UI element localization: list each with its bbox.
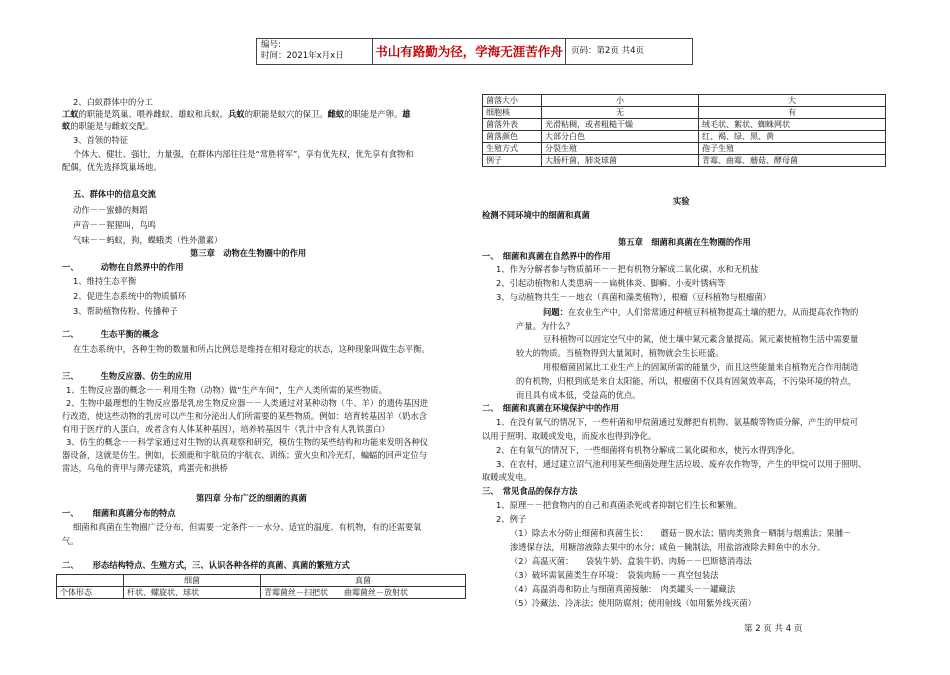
text-line: 动作－－蜜蜂的舞蹈	[73, 205, 148, 215]
comparison-table-left	[56, 574, 466, 599]
text-line: 器设备，这就是仿生。例如，长颈鹿和宇航员的宇航衣、训练；萤火虫和冷光灯，蝙蝠的回声定位与	[62, 450, 428, 460]
header-page-label: 页码：第2页 共4页	[571, 46, 645, 56]
text-line: 2、白蚁群体中的分工	[73, 97, 153, 107]
section-title: 细菌和真菌分布的特点	[92, 508, 176, 518]
section-title: 形态结构特点、生殖方式，三、认识各种各样的真菌、真菌的繁殖方式	[92, 560, 350, 570]
section-heading: 一、 细菌和真菌在自然界中的作用	[482, 251, 611, 261]
table-header-cell: 真菌	[261, 575, 466, 587]
table-cell: 青霉菌丝－扫把状 曲霉菌丝－放射状	[261, 587, 466, 599]
text-line: 2、促进生态系统中的物质循环	[73, 291, 187, 301]
section-number: 一、	[62, 508, 79, 518]
text-line	[62, 120, 153, 132]
page-header	[256, 38, 693, 65]
table-row	[57, 587, 466, 599]
text-line: 取暖或发电。	[482, 472, 532, 482]
table-row	[483, 131, 886, 143]
table-row	[483, 107, 886, 119]
bold-term: 蚁	[62, 121, 71, 131]
header-info	[257, 39, 373, 64]
text-line: 气味－－蚂蚁，狗，蝶蛾类（性外激素）	[73, 235, 223, 245]
text-line: （5）冷藏法、冷冻法；使用防腐剂；使用射线（如用紫外线灭菌）	[510, 598, 756, 608]
text-line: （3）破坏需氧菌类生存环境： 袋装肉肠－－真空包装法	[510, 570, 719, 580]
text-line: 1、作为分解者参与物质循环－－把有机物分解成二氧化碳、水和无机盐	[496, 264, 759, 274]
table-cell: 孢子生殖	[699, 143, 886, 155]
table-cell: 小	[542, 95, 699, 107]
section-number: 二、	[62, 560, 79, 570]
text-line: （2）高温灭菌： 袋装牛奶、盒装牛奶、肉肠－－巴斯德消毒法	[510, 556, 752, 566]
table-cell: 细胞核	[483, 107, 542, 119]
table-cell: 菌落大小	[483, 95, 542, 107]
time-label: 时间：2021年x月x日	[261, 51, 344, 61]
text-line: 雷达，乌龟的背甲与薄壳建筑，鸡蛋壳和拱桥	[62, 463, 228, 473]
text-line: 1、在没有氧气的情况下，一些杆菌和甲烷菌通过发酵把有机物、氨基酸等物质分解，产生的甲烷可	[496, 417, 859, 427]
table-cell: 青霉、曲霉、蘑菇、酵母菌	[699, 155, 886, 167]
text-line: （4）高温消毒和防止与细菌真菌接触： 肉类罐头－－罐藏法	[510, 584, 736, 594]
experiment-title: 检测不同环境中的细菌和真菌	[482, 210, 590, 220]
text-line: 细菌和真菌在生物圈广泛分布，但需要一定条件－－水分、适宜的温度、有机物，有的还需要氧	[73, 522, 422, 532]
text-line: 3、帮助植物传粉、传播种子	[73, 306, 178, 316]
text-line: （1）除去水分防止细菌和真菌生长： 蘑菇－脱水法；腊肉类熟食－晒制与烟熏法；果脯－	[510, 528, 852, 538]
table-cell: 有	[699, 107, 886, 119]
number-label: 编号:	[261, 40, 281, 50]
header-motto: 书山有路勤为径，学海无涯苦作舟	[373, 39, 566, 64]
bold-term: 雌蚁	[327, 109, 345, 119]
text-line: 声音－－猩猩叫，鸟鸣	[73, 220, 156, 230]
page-footer: 第 2 页 共 4 页	[744, 624, 803, 634]
section-number: 二、	[62, 329, 79, 339]
table-header-cell: 细菌	[124, 575, 261, 587]
text-line: 豆科植物可以固定空气中的氮，使土壤中氮元素含量提高。氮元素使植物生活中需要量	[543, 334, 859, 344]
text-line: 以用于照明、取暖或发电，而废水也得到净化。	[482, 431, 657, 441]
table-cell: 大肠杆菌，肺炎球菌	[542, 155, 699, 167]
section-heading	[62, 559, 350, 571]
text-line: 渗透保存法，用糖溶液除去果中的水分；咸鱼－腌制法，用盐溶液除去鲜鱼中的水分。	[510, 542, 826, 552]
text-line: 3、首领的特征	[73, 135, 129, 145]
section-number: 一、	[62, 262, 79, 272]
bold-term: 雄	[402, 109, 411, 119]
text-line	[62, 108, 411, 120]
section-heading: 二、 细菌和真菌在环境保护中的作用	[482, 403, 619, 413]
table-row	[483, 143, 886, 155]
table-cell: 无	[542, 107, 699, 119]
text-span: 的职能是与雌蚁交配。	[70, 121, 154, 131]
text-line: 行改造，使这些动物的乳房可以产生和分泌出人们所需要的某些物质。例如：培育转基因羊（奶水含	[62, 411, 428, 421]
table-row	[57, 575, 466, 587]
text-line: 1、生物反应器的概念－－利用生物（动物）做“生产车间”，生产人类所需的某些物质。	[66, 385, 387, 395]
table-cell: 大	[699, 95, 886, 107]
table-cell: 绒毛状、絮状、蜘蛛网状	[699, 119, 886, 131]
text-line: 气。	[62, 536, 79, 546]
bold-term: 工蚁	[62, 109, 79, 119]
text-line: 产量。为什么？	[516, 321, 575, 331]
table-cell: 分裂生殖	[542, 143, 699, 155]
table-cell	[57, 575, 124, 587]
text-line: 有用于医疗的人蛋白，或者含有人体某种基因），培养转基因牛（乳汁中含有人乳铁蛋白）	[62, 424, 390, 434]
text-line: 3、与动植物共生－－地衣（真菌和藻类植物），根瘤（豆科植物与根瘤菌）	[496, 292, 771, 302]
text-line: 个体大、健壮、强壮，力量强，在群体内部往往是“常胜将军”，享有优先权，优先享有食物和	[73, 149, 414, 159]
table-cell: 例子	[483, 155, 542, 167]
text-line: 2、引起动植物和人类患病－－扁桃体炎、脚癣、小麦叶锈病等	[496, 278, 726, 288]
section-title: 生物反应器、仿生的应用	[100, 371, 192, 381]
section-heading	[62, 370, 192, 382]
text-line: 2、在有氧气的情况下，一些细菌将有机物分解成二氧化碳和水，使污水得到净化。	[496, 445, 800, 455]
text-span: 的职能是筑巢、喂养雌蚁、雄蚁和兵蚁。	[78, 109, 228, 119]
section-heading: 五、群体中的信息交流	[73, 189, 156, 199]
text-line: 3、仿生的概念－－科学家通过对生物的认真观察和研究，模仿生物的某些结构和功能来发明各种仪	[66, 437, 429, 447]
section-heading: 三、 常见食品的保存方法	[482, 486, 578, 496]
table-cell: 菌落外表	[483, 119, 542, 131]
section-heading	[62, 328, 159, 340]
text-line: 3、在农村，通过建立沼气池利用某些细菌处理生活垃圾、废弃农作物等，产生的甲烷可以用于照明、	[496, 459, 867, 469]
table-row	[483, 119, 886, 131]
section-title: 生态平衡的概念	[100, 329, 159, 339]
text-line	[543, 306, 858, 318]
text-span: 的职能是产卵。	[344, 109, 403, 119]
table-cell: 杆状、螺旋状、球状	[124, 587, 261, 599]
table-cell: 光滑粘稠，或者粗糙干燥	[542, 119, 699, 131]
text-line: 在生态系统中，各种生物的数量和所占比例总是维持在相对稳定的状态，这种现象叫做生态平衡。	[73, 344, 430, 354]
chapter-heading: 第三章 动物在生物圈中的作用	[190, 248, 307, 258]
text-span: 的职能是蚁穴的保卫。	[244, 109, 328, 119]
text-line: 较大的物质。当植物得到大量氮时，植物就会生长旺盛。	[516, 348, 724, 358]
table-cell: 个体形态	[57, 587, 124, 599]
table-cell: 生殖方式	[483, 143, 542, 155]
text-span: 在农业生产中，人们常常通过种植豆科植物提高土壤的肥力，从而提高农作物的	[567, 307, 859, 317]
table-row	[483, 155, 886, 167]
table-row	[483, 95, 886, 107]
section-title: 动物在自然界中的作用	[100, 262, 184, 272]
bold-term: 兵蚁	[227, 109, 245, 119]
text-line: 用根瘤菌固氮比工业生产上的固氮所需的能量少，而且这些能量来自植物光合作用制造	[543, 362, 859, 372]
table-cell: 大部分白色	[542, 131, 699, 143]
section-number: 三、	[62, 371, 79, 381]
text-line: 1、维持生态平衡	[73, 276, 137, 286]
comparison-table-right	[482, 94, 886, 167]
text-line: 的有机物，归根到底是来自太阳能，所以，根瘤菌不仅具有固氮效率高，不污染环境的特点，	[516, 376, 857, 386]
chapter-heading: 第四章 分布广泛的细菌的真菌	[196, 493, 307, 503]
table-cell: 红、褐、绿、黑、黄	[699, 131, 886, 143]
text-line: 而且具有成本低，受益高的优点。	[516, 390, 641, 400]
text-line: 2、生物中最理想的生物反应器是乳房生物反应器－－人类通过对某种动物（牛、羊）的遗传基因进	[66, 398, 429, 408]
text-line: 2、例子	[496, 514, 527, 524]
section-heading	[62, 507, 176, 519]
table-cell: 菌落颜色	[483, 131, 542, 143]
section-heading	[62, 261, 184, 273]
experiment-heading: 实验	[673, 196, 690, 206]
text-line: 配偶，优先选择筑巢场地。	[62, 162, 162, 172]
text-line: 1、原理－－把食物内的自己和真菌杀死或者抑制它们生长和繁殖。	[496, 500, 742, 510]
question-label: 问题：	[543, 307, 568, 317]
chapter-heading: 第五章 细菌和真菌在生物圈的作用	[618, 237, 751, 247]
